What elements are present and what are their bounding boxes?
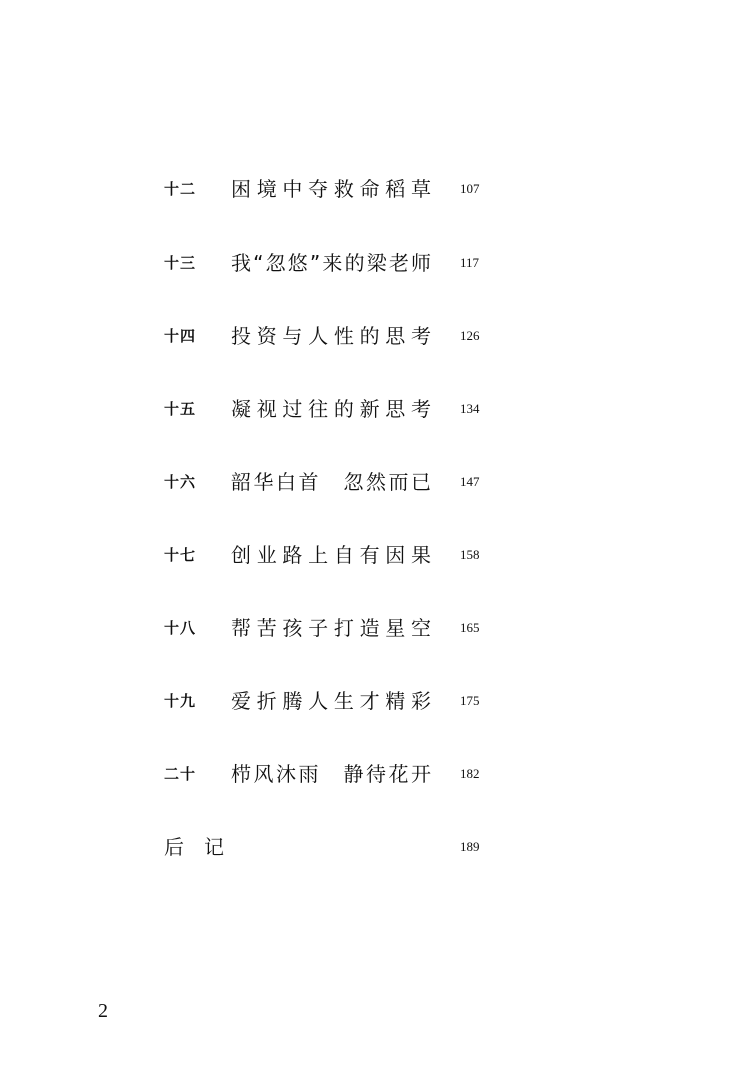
chapter-number: 十七 xyxy=(164,546,197,564)
chapter-title: 帮苦孩子打造星空 xyxy=(231,616,431,640)
chapter-number: 十四 xyxy=(164,327,197,345)
chapter-page-number: 107 xyxy=(460,181,480,196)
chapter-title: 凝视过往的新思考 xyxy=(231,397,431,421)
toc-entry[interactable] xyxy=(0,316,750,356)
chapter-title: 我“忽悠”来的梁老师 xyxy=(231,251,431,275)
toc-entry[interactable] xyxy=(0,681,750,721)
chapter-number: 十二 xyxy=(164,180,197,198)
toc-entry[interactable] xyxy=(0,243,750,283)
chapter-number: 十八 xyxy=(164,619,197,637)
chapter-title: 困境中夺救命稻草 xyxy=(231,177,431,201)
toc-entry[interactable] xyxy=(0,389,750,429)
chapter-page-number: 126 xyxy=(460,328,480,343)
chapter-title: 韶华白首 忽然而已 xyxy=(231,470,431,494)
afterword-page-number: 189 xyxy=(460,839,480,854)
chapter-page-number: 134 xyxy=(460,401,480,416)
chapter-number: 十五 xyxy=(164,400,197,418)
page-number: 2 xyxy=(98,1000,108,1022)
chapter-page-number: 165 xyxy=(460,620,480,635)
chapter-number: 十九 xyxy=(164,692,197,710)
chapter-page-number: 147 xyxy=(460,474,480,489)
chapter-page-number: 175 xyxy=(460,693,480,708)
chapter-title: 投资与人性的思考 xyxy=(231,324,431,348)
toc-entry[interactable] xyxy=(0,754,750,794)
toc-entry[interactable] xyxy=(0,535,750,575)
toc-entry[interactable] xyxy=(0,608,750,648)
chapter-title: 创业路上自有因果 xyxy=(231,543,431,567)
toc-entry[interactable] xyxy=(0,169,750,209)
chapter-title: 爱折腾人生才精彩 xyxy=(231,689,431,713)
chapter-page-number: 158 xyxy=(460,547,480,562)
chapter-number: 二十 xyxy=(164,765,197,783)
chapter-page-number: 182 xyxy=(460,766,480,781)
chapter-page-number: 117 xyxy=(460,255,480,270)
chapter-number: 十六 xyxy=(164,473,197,491)
toc-entry[interactable] xyxy=(0,462,750,502)
chapter-number: 十三 xyxy=(164,254,197,272)
toc-entry-afterword[interactable] xyxy=(0,827,750,867)
chapter-title: 栉风沐雨 静待花开 xyxy=(231,762,431,786)
afterword-title: 后 记 xyxy=(164,835,224,859)
